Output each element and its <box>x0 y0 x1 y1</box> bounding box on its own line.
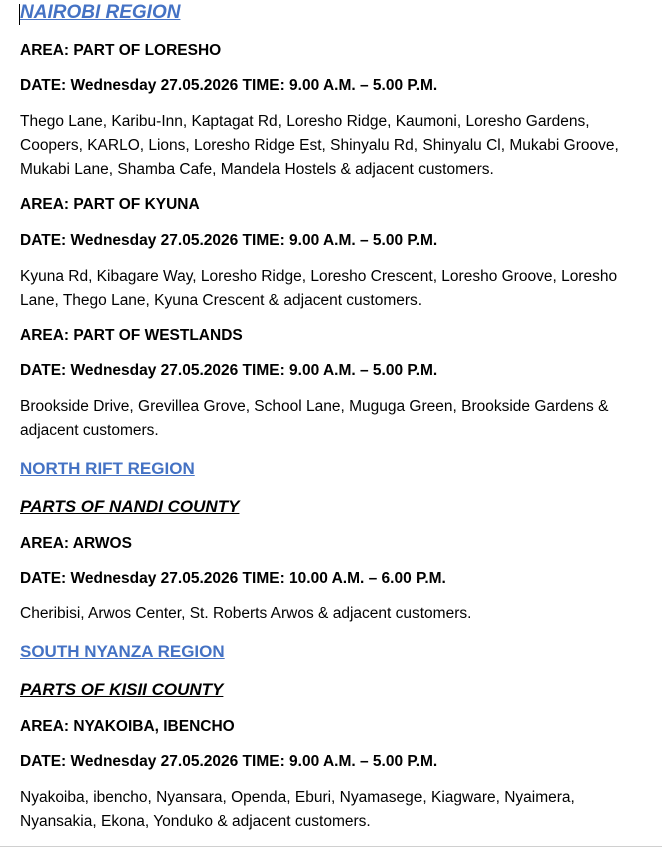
area-heading-nyakoiba: AREA: NYAKOIBA, IBENCHO <box>20 718 235 735</box>
region-heading-north-rift: NORTH RIFT REGION <box>20 459 195 478</box>
locations-arwos: Cheribisi, Arwos Center, St. Roberts Arwos & adjacent customers. <box>20 605 472 622</box>
date-line-westlands: DATE: Wednesday 27.05.2026 TIME: 9.00 A.M. – 5.00 P.M. <box>20 362 438 379</box>
locations-westlands: Brookside Drive, Grevillea Grove, School Lane, Muguga Green, Brookside Gardens & adjacent customers. <box>20 398 609 439</box>
county-heading-nandi: PARTS OF NANDI COUNTY <box>20 497 240 516</box>
region-heading-nairobi: NAIROBI REGION <box>20 2 181 23</box>
date-line-nyakoiba: DATE: Wednesday 27.05.2026 TIME: 9.00 A.M. – 5.00 P.M. <box>20 753 438 770</box>
area-heading-arwos: AREA: ARWOS <box>20 535 132 552</box>
date-line-kyuna: DATE: Wednesday 27.05.2026 TIME: 9.00 A.M. – 5.00 P.M. <box>20 232 438 249</box>
date-line-loresho: DATE: Wednesday 27.05.2026 TIME: 9.00 A.M. – 5.00 P.M. <box>20 77 438 94</box>
locations-nyakoiba: Nyakoiba, ibencho, Nyansara, Openda, Eburi, Nyamasege, Kiagware, Nyaimera, Nyansakia, Ekona, Yonduko & adjacent customers. <box>20 789 575 830</box>
page-bottom-edge <box>0 846 662 847</box>
area-heading-kyuna: AREA: PART OF KYUNA <box>20 196 200 213</box>
area-heading-loresho: AREA: PART OF LORESHO <box>20 42 222 59</box>
region-heading-south-nyanza: SOUTH NYANZA REGION <box>20 642 225 661</box>
county-heading-kisii: PARTS OF KISII COUNTY <box>20 680 224 699</box>
date-line-arwos: DATE: Wednesday 27.05.2026 TIME: 10.00 A.M. – 6.00 P.M. <box>20 570 446 587</box>
locations-kyuna: Kyuna Rd, Kibagare Way, Loresho Ridge, Loresho Crescent, Loresho Groove, Loresho Lane, Thego Lane, Kyuna Crescent & adjacent customers. <box>20 268 618 309</box>
area-heading-westlands: AREA: PART OF WESTLANDS <box>20 327 243 344</box>
locations-loresho: Thego Lane, Karibu-Inn, Kaptagat Rd, Loresho Ridge, Kaumoni, Loresho Gardens, Coopers, KARLO, Lions, Loresho Ridge Est, Shinyalu Rd, Shinyalu Cl, Mukabi Groove, Mukabi Lane, Shamba Cafe, Mandela Hostels & adjacent customers. <box>20 113 619 178</box>
